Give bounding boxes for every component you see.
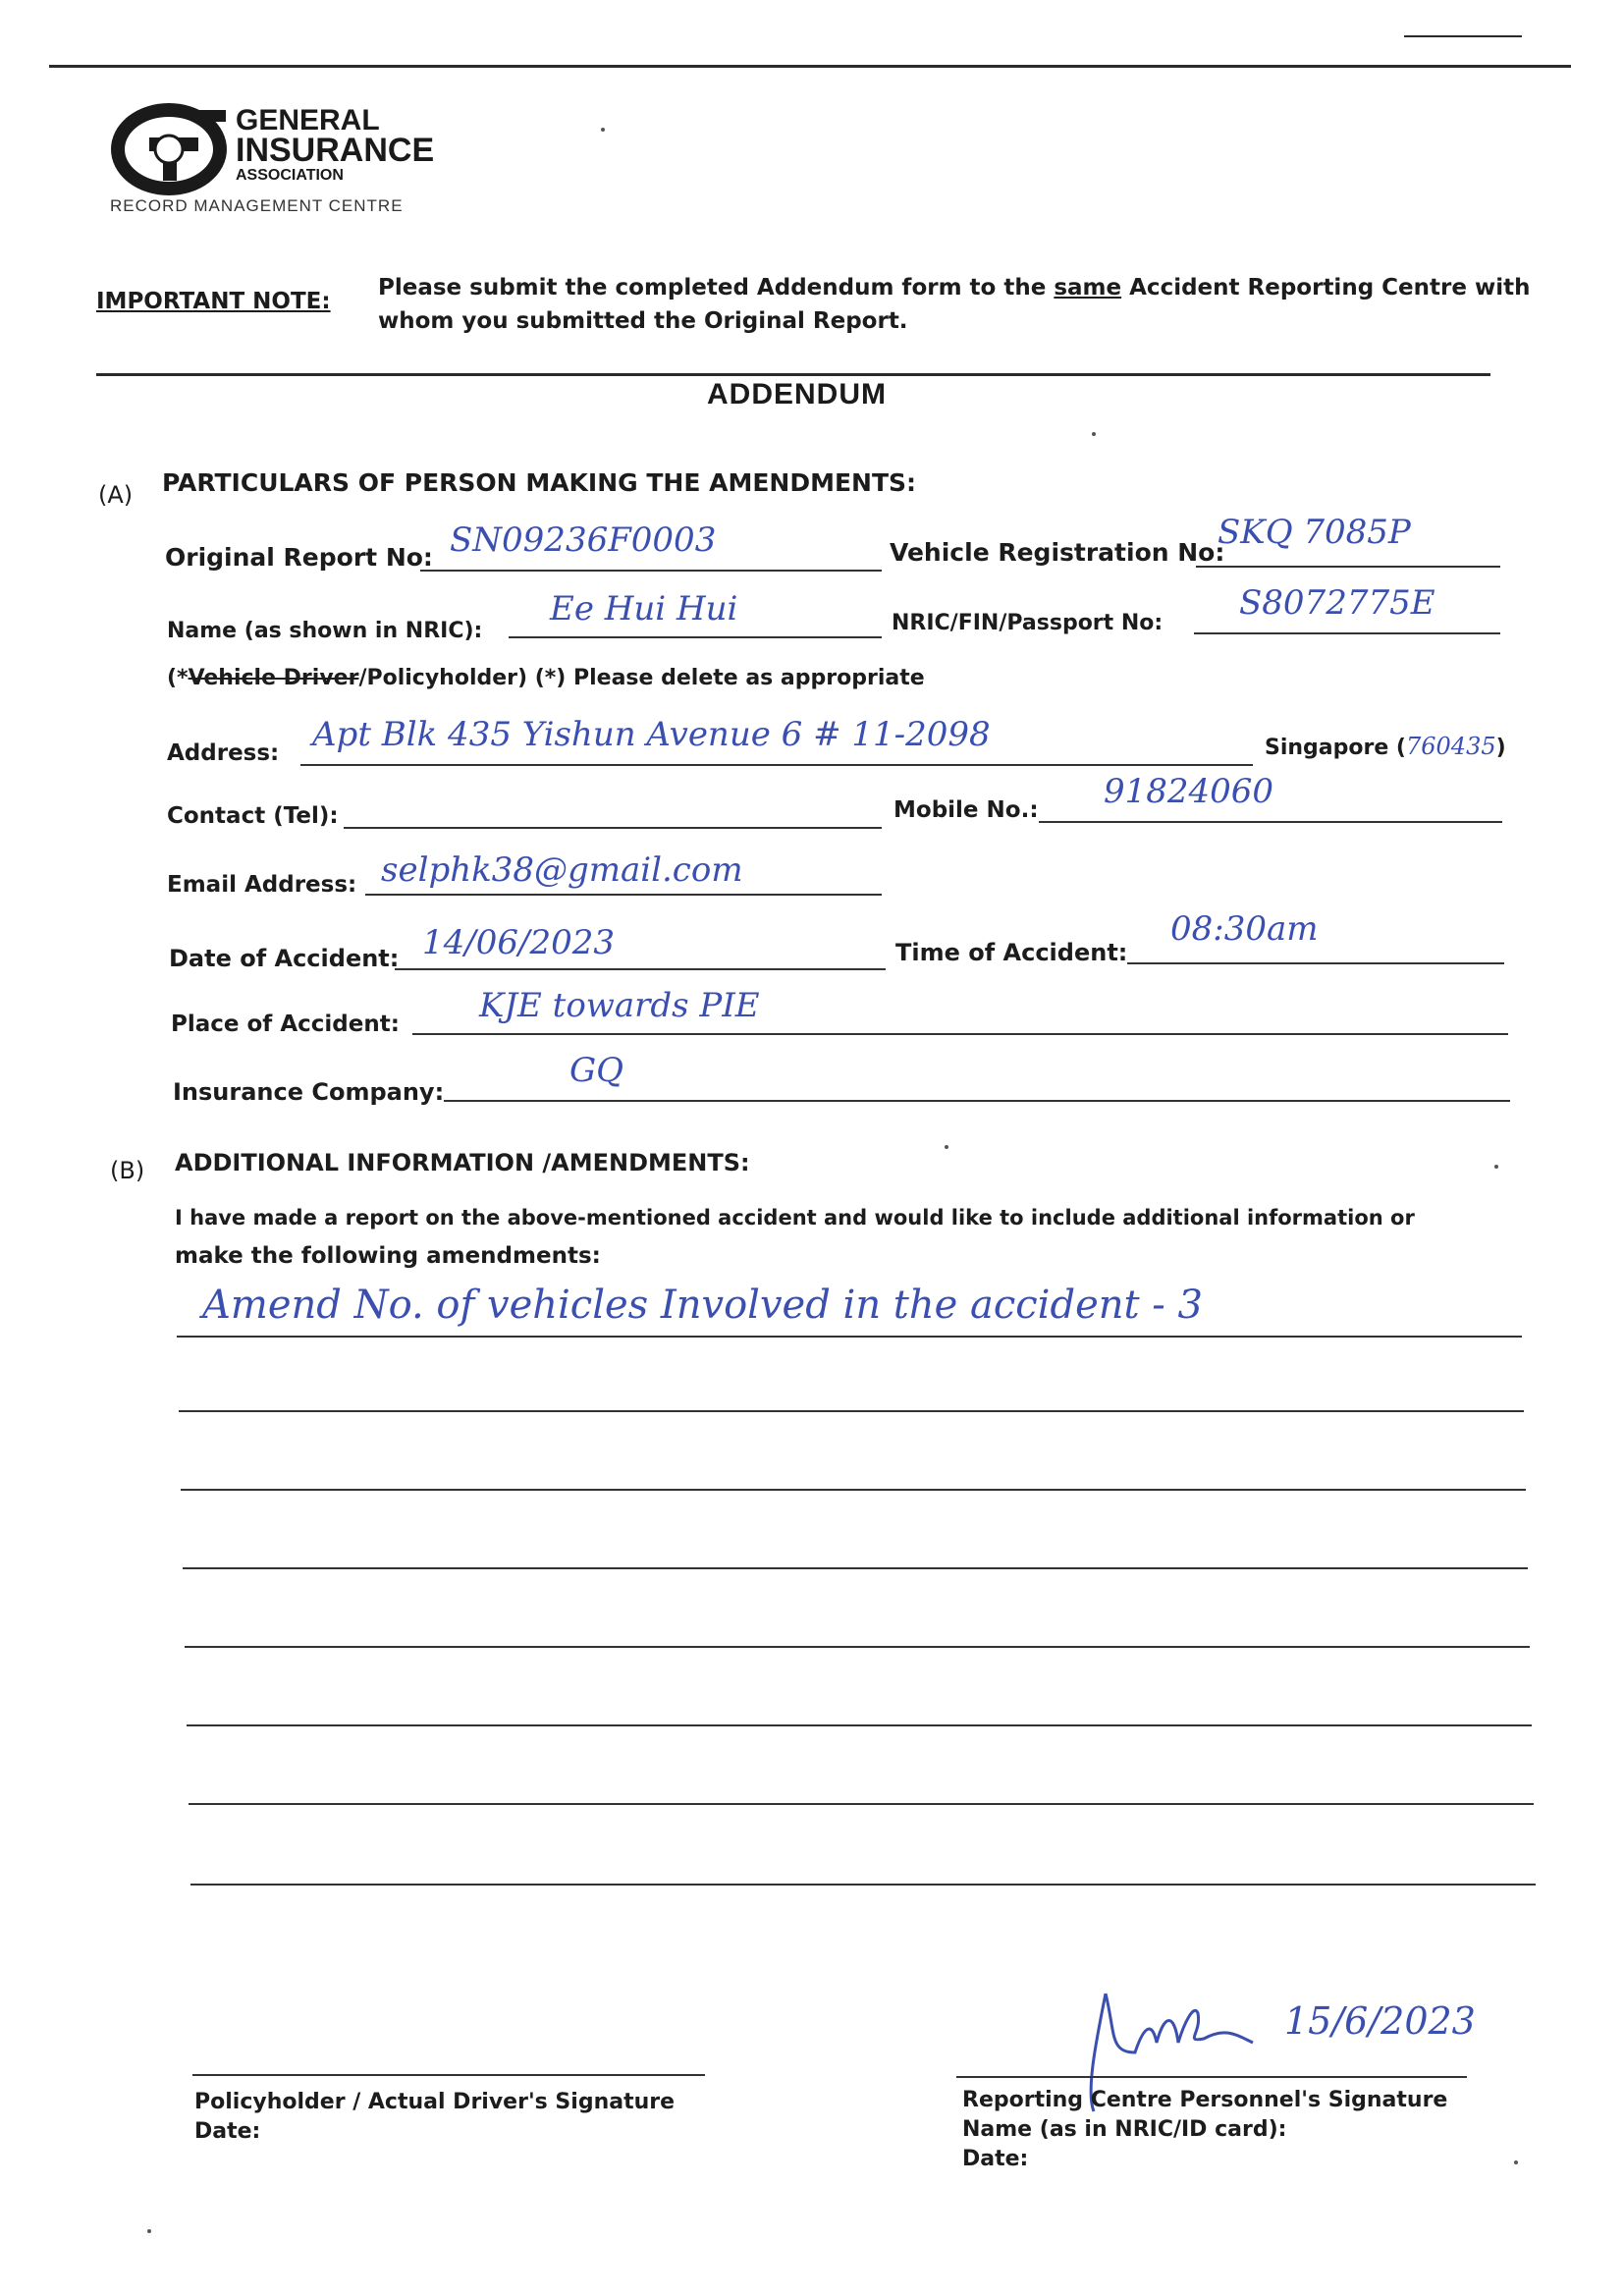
mobile-value[interactable]: 91824060 <box>1104 772 1274 811</box>
logo-insurance: INSURANCE <box>236 132 435 169</box>
place-of-accident-label: Place of Accident: <box>171 1011 400 1037</box>
address-value[interactable]: Apt Blk 435 Yishun Avenue 6 # 11-2098 <box>312 715 991 754</box>
logo-general: GENERAL <box>236 104 380 137</box>
scan-speck <box>601 128 605 132</box>
address-line <box>300 764 1253 766</box>
section-b-intro-line2: make the following amendments: <box>175 1243 601 1269</box>
time-of-accident-line <box>1127 962 1504 964</box>
top-border-line-right <box>1404 35 1522 37</box>
right-signature-line <box>956 2076 1467 2078</box>
amendment-line-4 <box>183 1567 1528 1569</box>
email-label: Email Address: <box>167 872 357 898</box>
amendment-line-5 <box>185 1646 1530 1648</box>
vehicle-reg-line <box>1196 566 1500 568</box>
email-line <box>365 894 882 896</box>
section-b-marker: (B) <box>110 1157 145 1184</box>
amendment-line-6 <box>187 1724 1532 1726</box>
section-a-marker: (A) <box>98 481 134 509</box>
right-date-label: Date: <box>962 2147 1029 2171</box>
nric-label: NRIC/FIN/Passport No: <box>892 611 1164 635</box>
section-a-heading: PARTICULARS OF PERSON MAKING THE AMENDMENTS: <box>162 468 917 497</box>
note-divider-line <box>96 373 1490 376</box>
amendment-line-1 <box>177 1336 1522 1338</box>
address-label: Address: <box>167 740 280 766</box>
date-of-accident-value[interactable]: 14/06/2023 <box>422 923 615 962</box>
role-line <box>167 666 925 690</box>
singapore-postcode-value[interactable]: 760435 <box>1406 733 1496 760</box>
amendment-line-1-text[interactable]: Amend No. of vehicles Involved in the accident - 3 <box>202 1283 1203 1328</box>
mobile-label: Mobile No.: <box>893 797 1039 823</box>
gia-logo <box>110 98 434 226</box>
name-line <box>509 636 882 638</box>
mobile-line <box>1039 821 1502 823</box>
original-report-value[interactable]: SN09236F0003 <box>450 520 717 560</box>
left-date-label: Date: <box>194 2119 261 2144</box>
time-of-accident-label: Time of Accident: <box>895 939 1128 966</box>
nric-line <box>1194 632 1500 634</box>
singapore-close: ) <box>1495 736 1506 760</box>
insurance-company-value[interactable]: GQ <box>569 1051 624 1090</box>
scan-speck <box>945 1145 948 1149</box>
place-of-accident-line <box>412 1033 1508 1035</box>
amendment-line-3 <box>181 1489 1526 1491</box>
note-text-same: same <box>1054 275 1122 301</box>
form-title: ADDENDUM <box>707 378 887 410</box>
role-struck: Vehicle Driver <box>188 666 359 690</box>
scan-speck <box>1494 1165 1498 1169</box>
nric-value[interactable]: S8072775E <box>1239 583 1435 623</box>
note-text-a: Please submit the completed Addendum form to the <box>378 275 1055 301</box>
contact-label: Contact (Tel): <box>167 803 339 829</box>
original-report-line <box>420 570 882 572</box>
note-text-c: Accident Reporting Centre with <box>1121 275 1531 301</box>
top-border-line <box>49 65 1571 68</box>
right-name-label: Name (as in NRIC/ID card): <box>962 2117 1287 2142</box>
name-value[interactable]: Ee Hui Hui <box>550 589 738 629</box>
right-signature-label: Reporting Centre Personnel's Signature <box>962 2088 1448 2112</box>
section-b-heading: ADDITIONAL INFORMATION /AMENDMENTS: <box>175 1149 750 1176</box>
scan-speck <box>147 2229 151 2233</box>
important-note-label: IMPORTANT NOTE: <box>96 289 331 314</box>
section-b-intro-line1: I have made a report on the above-mentioned accident and would like to include additional information or <box>175 1206 1415 1230</box>
vehicle-reg-label: Vehicle Registration No: <box>890 538 1225 567</box>
important-note-text-line1 <box>378 275 1530 301</box>
original-report-label: Original Report No: <box>165 543 433 572</box>
insurance-company-label: Insurance Company: <box>173 1078 445 1106</box>
logo-association: ASSOCIATION <box>236 167 344 184</box>
scan-speck <box>1092 432 1096 436</box>
left-signature-label: Policyholder / Actual Driver's Signature <box>194 2090 676 2114</box>
date-of-accident-line <box>395 968 886 970</box>
gia-emblem-icon <box>110 98 238 196</box>
amendment-line-2 <box>179 1410 1524 1412</box>
scan-speck <box>1514 2160 1518 2164</box>
singapore-field <box>1265 733 1506 760</box>
logo-subtitle: RECORD MANAGEMENT CENTRE <box>110 196 404 215</box>
vehicle-reg-value[interactable]: SKQ 7085P <box>1218 513 1411 552</box>
amendment-line-7 <box>189 1803 1534 1805</box>
left-signature-line <box>192 2074 705 2076</box>
singapore-label: Singapore ( <box>1265 736 1406 760</box>
contact-line <box>344 827 882 829</box>
name-label: Name (as shown in NRIC): <box>167 619 483 643</box>
email-value[interactable]: selphk38@gmail.com <box>381 850 743 890</box>
role-prefix: (* <box>167 666 189 690</box>
place-of-accident-value[interactable]: KJE towards PIE <box>479 986 760 1025</box>
insurance-company-line <box>444 1100 1510 1102</box>
important-note-text-line2: whom you submitted the Original Report. <box>378 308 908 334</box>
time-of-accident-value[interactable]: 08:30am <box>1170 909 1319 949</box>
date-of-accident-label: Date of Accident: <box>169 945 400 972</box>
right-handwritten-date[interactable]: 15/6/2023 <box>1284 1999 1476 2043</box>
role-rest: /Policyholder) (*) Please delete as appropriate <box>358 666 925 690</box>
amendment-line-8 <box>190 1884 1536 1886</box>
